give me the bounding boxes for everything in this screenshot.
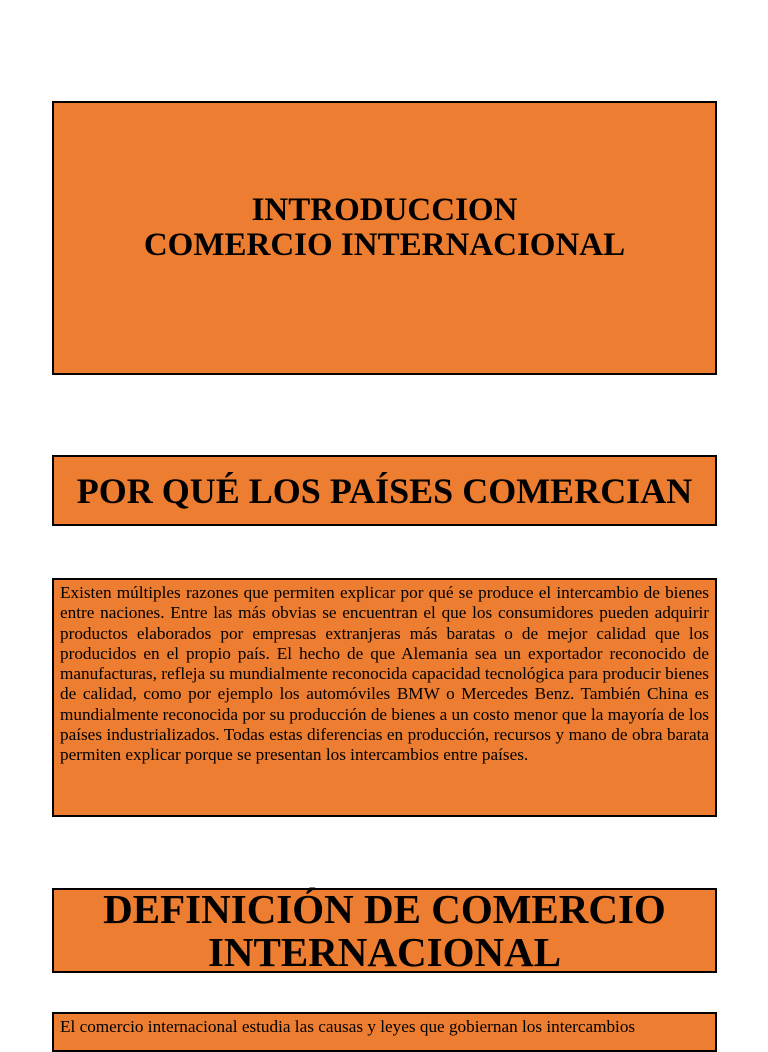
- title-slide-heading: [144, 193, 625, 263]
- definition-line-1: DEFINICIÓN DE COMERCIO: [103, 885, 666, 932]
- title-line-2: COMERCIO INTERNACIONAL: [143, 227, 626, 263]
- definition-heading: [103, 885, 666, 975]
- definition-line-2: INTERNACIONAL: [207, 928, 562, 975]
- section-heading: POR QUÉ LOS PAÍSES COMERCIAN: [76, 470, 693, 511]
- bottom-paragraph-text: El comercio internacional estudia las causas y leyes que gobiernan los intercambios: [60, 1017, 636, 1036]
- paragraph-box: [52, 578, 717, 817]
- paragraph-text: Existen múltiples razones que permiten explicar por qué se produce el intercambio de bienes entre naciones. Entre las más obvias se encuentran el que los consumidores pueden adquirir productos elaborados por empresas extranjeras más baratas o de mejor calidad que los producidos en el propio país. El hecho de que Alemania sea un exportador reconocido de manufacturas, refleja su mundialmente reconocida capacidad tecnológica para producir bienes de calidad, como por ejemplo los automóviles BMW o Mercedes Benz. También China es mundialmente reconocida por su producción de bienes a un costo menor que la mayoría de los países industrializados. Todas estas diferencias en producción, recursos y mano de obra barata permiten explicar porque se presentan los intercambios entre países.: [60, 583, 709, 765]
- title-line-1: INTRODUCCION: [251, 192, 518, 228]
- section-heading-box: [52, 455, 717, 526]
- definition-heading-box: [52, 885, 717, 975]
- title-slide-box: [52, 101, 717, 375]
- bottom-paragraph-box: [52, 1012, 717, 1052]
